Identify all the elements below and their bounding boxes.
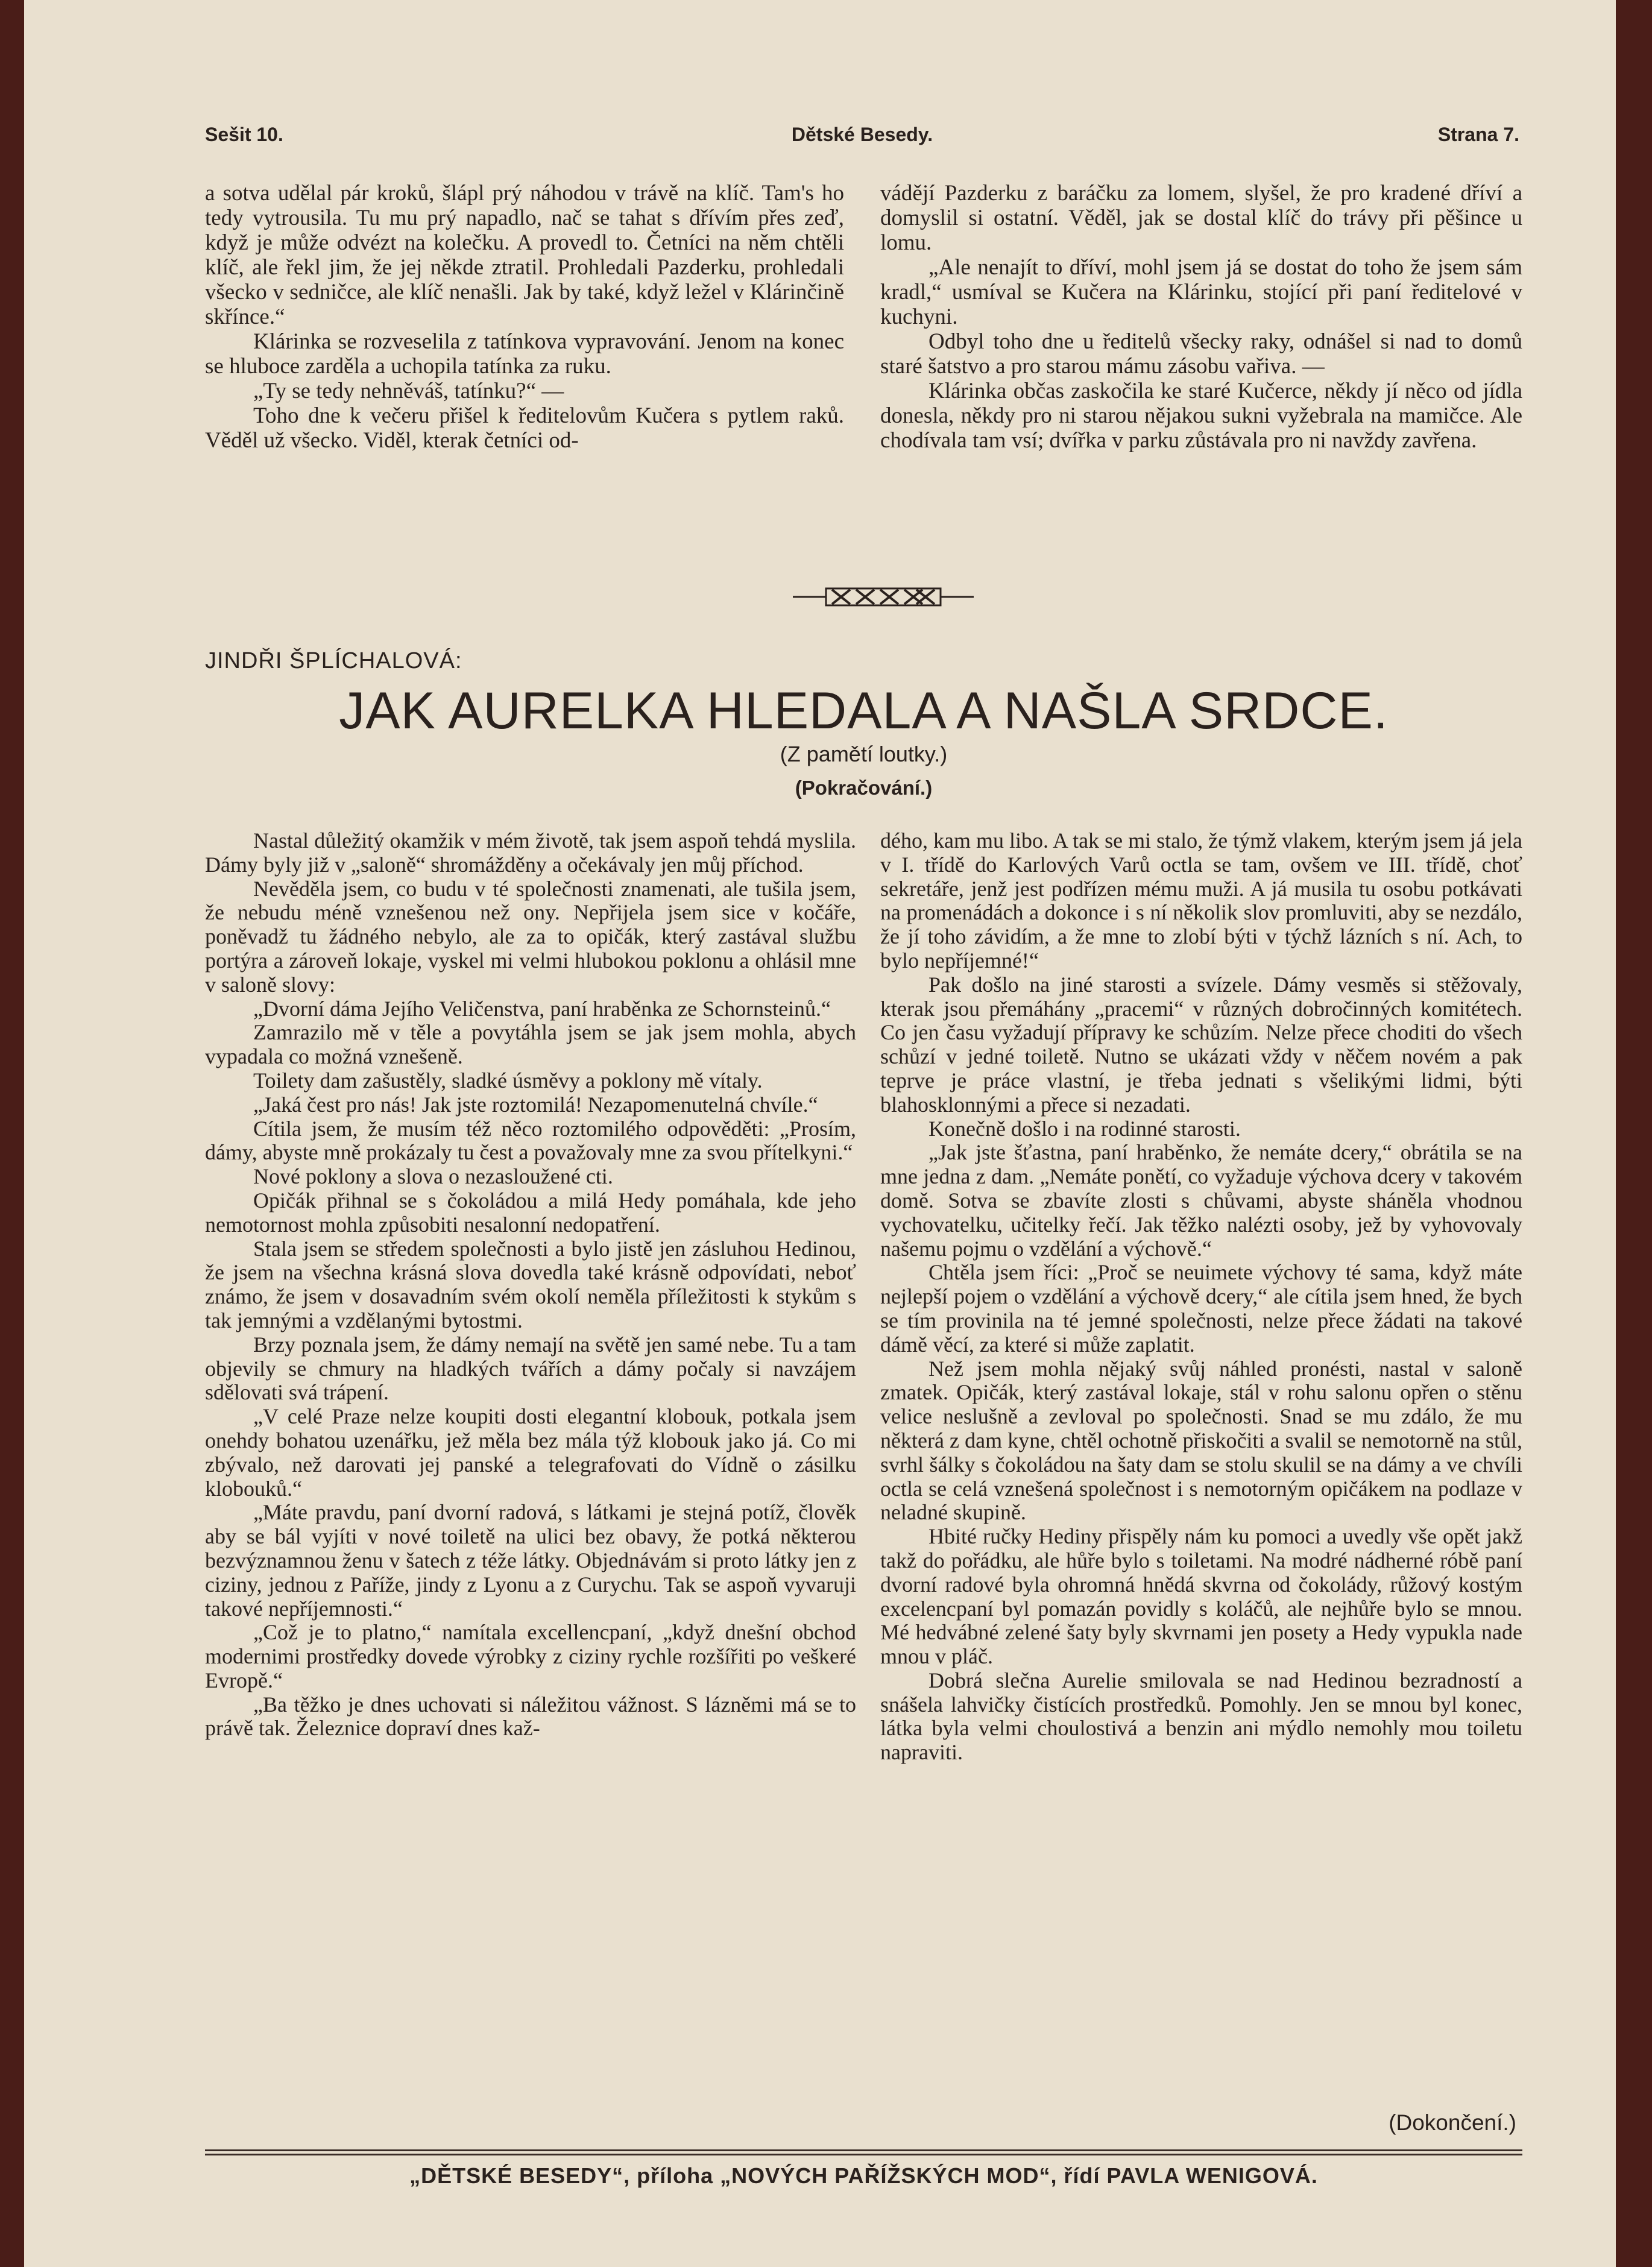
bottom-left-column — [205, 829, 856, 1741]
paragraph: Stala jsem se středem společnosti a bylo jistě jen zásluhou Hedinou, že jsem na všechna krásná slova dovedla také krásně odpovídati, neboť známo, že jsem v dosavadním svém okolí neměla příležitosti k stykům s tak jemnými a vzdělanými bytostmi. — [205, 1236, 856, 1332]
paragraph: a sotva udělal pár kroků, šlápl prý náhodou v trávě na klíč. Tam's ho tedy vytrousila. Tu mu prý napadlo, nač se tahat s dřívím přes zeď, když je může odvézt na kolečku. A provedl to. Četníci na něm chtěli klíč, ale řekl jim, že jej někde ztratil. Prohledali Pazderku, prohledali všecko v sedničce, ale klíč nenašli. Jak by také, když ležel v Klárinčině skřínce.“ — [205, 181, 844, 329]
paragraph: „Dvorní dáma Jejího Veličenstva, paní hraběnka ze Schornsteinů.“ — [253, 996, 831, 1021]
article-author: JINDŘI ŠPLÍCHALOVÁ: — [205, 648, 462, 673]
bottom-right-column — [880, 829, 1522, 1765]
paragraph: Cítila jsem, že musím též něco roztomilého odpověděti: „Prosím, dámy, abyste mně prokázaly tu čest a považovaly mne za svou přítelkyni.“ — [205, 1116, 856, 1165]
article-subtitle: (Z pamětí loutky.) — [780, 742, 948, 766]
issue-number: Sešit 10. — [205, 124, 283, 145]
paragraph: Hbité ručky Hediny přispěly nám ku pomoci a uvedly vše opět jakž takž do pořádku, ale hůře bylo s toiletami. Na modré nádherné róbě paní dvorní radové byla ohromná hnědá skvrna od čokolády, růžový kostým excelencpaní byl pomazán povidly s koláčů, ale nejhůře bylo se mnou. Mé hedvábné zelené šaty byly skvrnami jen posety a Hedy vypukla nade mnou v pláč. — [880, 1524, 1522, 1669]
page-number: Strana 7. — [1437, 124, 1519, 145]
article-title: JAK AURELKA HLEDALA A NAŠLA SRDCE. — [339, 682, 1389, 740]
paragraph: Klárinka občas zaskočila ke staré Kučerce, někdy jí něco od jídla donesla, někdy pro ni starou nějakou sukni vyžebrala na mamičce. Ale chodívala tam vsí; dvířka v parku zůstávala pro ni navždy zavřena. — [880, 379, 1522, 453]
paragraph: Klárinka se rozveselila z tatínkova vypravování. Jenom na konec se hluboce zarděla a uchopila tatínka za ruku. — [205, 329, 844, 379]
paragraph: „Což je to platno,“ namítala excellencpaní, „když dnešní obchod modernimi prostředky dovede výrobky z ciziny rychle rozšířiti po veškeré Evropě.“ — [205, 1620, 856, 1692]
end-note: (Dokončení.) — [1389, 2110, 1516, 2135]
paragraph: Konečně došlo i na rodinné starosti. — [928, 1116, 1241, 1141]
paragraph: Toilety dam zašustěly, sladké úsměvy a poklony mě vítaly. — [253, 1068, 763, 1093]
top-left-column — [205, 181, 844, 453]
magazine-page — [24, 0, 1616, 2267]
paragraph: „Jak jste šťastna, paní hraběnko, že nemáte dcery,“ obrátila se na mne jedna z dam. „Nemáte ponětí, co vyžaduje výchova dcery v takovém domě. Sotva se zbavíte zlosti s chůvami, abyste sháněla vhodnou vychovatelku, učitelky řečí. Jak těžko nalézti osoby, jež by vyhovovaly našemu pojmu o vzdělání a výchově.“ — [880, 1140, 1522, 1261]
paragraph: Zamrazilo mě v těle a povytáhla jsem se jak jsem mohla, abych vypadala co možná vznešeně. — [205, 1020, 856, 1069]
paragraph: „Máte pravdu, paní dvorní radová, s látkami je stejná potíž, člověk aby se bál vyjíti v nové toiletě na ulici bez obavy, že potká některou bezvýznamnou ženu v šatech z téže látky. Objednávám si proto látky jen z ciziny, jednou z Paříže, jindy z Lyonu a z Curychu. Tak se aspoň vyvaruji takové nepříjemnosti.“ — [205, 1500, 856, 1621]
paragraph: Chtěla jsem říci: „Proč se neuimete výchovy té sama, když máte nejlepší pojem o vzdělání a výchově dcery,“ ale cítila jsem hned, že bych se tím provinila na té jemné společnosti, nelze přece žádati na takové dámě věcí, za které si může zaplatit. — [880, 1260, 1522, 1357]
paragraph: „Jaká čest pro nás! Jak jste roztomilá! Nezapomenutelná chvíle.“ — [253, 1092, 818, 1117]
paragraph: Nové poklony a slova o nezasloužené cti. — [253, 1164, 613, 1189]
paragraph: Odbyl toho dne u ředitelů všecky raky, odnášel si nad to domů staré šatstvo a pro starou mámu zásobu vařiva. — — [880, 329, 1522, 379]
paragraph: Toho dne k večeru přišel k ředitelovům Kučera s pytlem raků. Věděl už všecko. Viděl, kterak četníci od- — [205, 403, 844, 453]
paragraph: Než jsem mohla nějaký svůj náhled pronésti, nastal v saloně zmatek. Opičák, který zastával lokaje, stál v rohu salonu opřen o stěnu velice neslušně a zevloval po společnosti. Snad se mu zdálo, že mu některá z dam kyne, chtěl ochotně přiskočiti a svalil se nemotorně na stůl, svrhl šálky s čokoládou na šaty dam se stolu skulil se na dámy a ve chvíli octla se celá vznešená společnost i s nemotorným opičákem na podlaze v neladné skupině. — [880, 1356, 1522, 1525]
footer-rule — [205, 2154, 1522, 2155]
paragraph: „Ale nenajít to dříví, mohl jsem já se dostat do toho že jsem sám kradl,“ usmíval se Kučera na Klárinku, stojící při paní ředitelové v kuchyni. — [880, 255, 1522, 329]
paragraph: Dobrá slečna Aurelie smilovala se nad Hedinou bezradností a snášela lahvičky čistících prostředků. Pomohly. Jen se mnou byl konec, látka byla velmi choulostivá a benzin ani mýdlo nemohly mou toiletu napraviti. — [880, 1668, 1522, 1765]
paragraph: Nastal důležitý okamžik v mém životě, tak jsem aspoň tehdá myslila. Dámy byly již v „saloně“ shromážděny a očekávaly jen můj příchod. — [205, 828, 856, 877]
paragraph: Opičák přihnal se s čokoládou a milá Hedy pomáhala, kde jeho nemotornost mohla způsobiti nesalonní nedopatření. — [205, 1188, 856, 1237]
paragraph: Brzy poznala jsem, že dámy nemají na světě jen samé nebe. Tu a tam objevily se chmury na hladkých tvářích a dámy počaly si navzájem sdělovati svá trápení. — [205, 1332, 856, 1405]
top-right-column — [880, 181, 1522, 453]
page-footer: „DĚTSKÉ BESEDY“, příloha „NOVÝCH PAŘÍŽSKÝCH MOD“, řídí PAVLA WENIGOVÁ. — [409, 2163, 1318, 2188]
paragraph: Pak došlo na jiné starosti a svízele. Dámy vesměs si stěžovaly, kterak jsou přemáhány „pracemi“ v různých dobročinných komitétech. Co jen času vyžadují přípravy ke schůzím. Nelze přece choditi do všech schůzí v jedné toiletě. Nutno se ukázati vždy v něčem novém a pak teprve je práce vlastní, je třeba jednati s všelikými lidmi, býti blahosklonnými a přece si nezadati. — [880, 972, 1522, 1117]
footer-rule — [205, 2149, 1522, 2151]
continued-note: (Pokračování.) — [795, 777, 933, 799]
page-header — [205, 124, 1519, 154]
paragraph: „Ty se tedy nehněváš, tatínku?“ — — [253, 379, 564, 403]
magazine-name: Dětské Besedy. — [791, 124, 933, 145]
paragraph: „Ba těžko je dnes uchovati si náležitou vážnost. S lázněmi má se to právě tak. Železnice dopraví dnes kaž- — [205, 1692, 856, 1741]
paragraph: dého, kam mu libo. A tak se mi stalo, že týmž vlakem, kterým jsem já jela v I. třídě do Karlových Varů octla se tam, ovšem ve III. třídě, choť sekretáře, jenž jest podřízen mému muži. A já musila tu osobu potkávati na promenádách a dokonce i s ní několik slov promluviti, aby se nezdálo, že jí toho závidím, a že mne to zlobí býti v týchž lázních s ní. Ach, to bylo nepříjemné!“ — [880, 828, 1522, 973]
section-divider-ornament-icon — [793, 579, 974, 615]
paragraph: „V celé Praze nelze koupiti dosti elegantní klobouk, potkala jsem onehdy bohatou uzenářku, jež měla bez mála týž klobouk jako já. Co mi zbývalo, než darovati jej panské a telegrafovati do Vídně o zásilku klobouků.“ — [205, 1404, 856, 1501]
paragraph: vádějí Pazderku z baráčku za lomem, slyšel, že pro kradené dříví a domyslil si ostatní. Věděl, jak se dostal klíč do trávy při pěšince u lomu. — [880, 181, 1522, 255]
paragraph: Nevěděla jsem, co budu v té společnosti znamenati, ale tušila jsem, že nebudu méně vznešenou než ony. Nepřijela jsem sice v kočáře, poněvadž tu žádného nebylo, ale za to opičák, který zastával službu portýra a zároveň lokaje, vyskel mi velmi hlubokou poklonu a ohlásil mne v saloně slovy: — [205, 876, 856, 997]
